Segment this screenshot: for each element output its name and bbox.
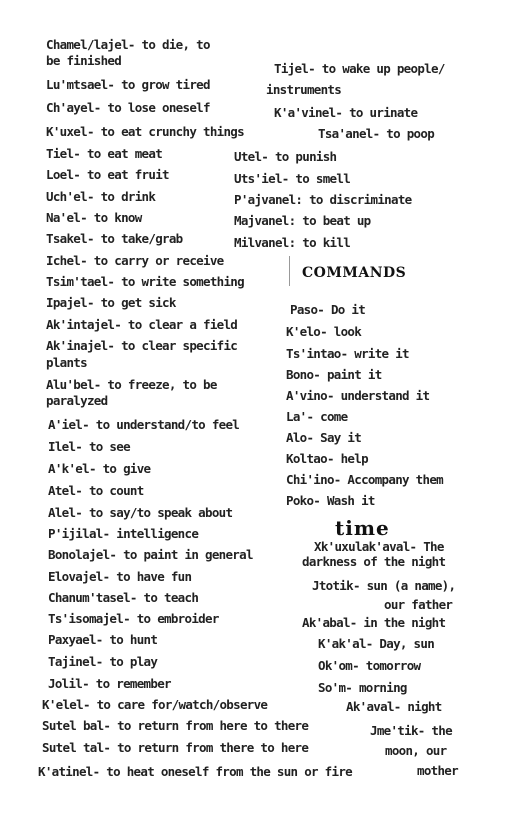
verb-entry: Ak'inajel- to clear specific [46,338,238,353]
verb-entry: Sutel tal- to return from there to here [42,740,309,755]
verb-entry: P'ajvanel: to discriminate [234,192,412,207]
verb-entry: Tsa'anel- to poop [318,126,435,141]
verb-entry: Loel- to eat fruit [46,167,169,182]
verb-entry: Atel- to count [48,483,144,498]
command-entry: Koltao- help [286,451,368,466]
time-entry: Xk'uxulak'aval- The [314,539,444,554]
verb-entry: plants [46,355,87,370]
verb-entry: be finished [46,53,122,68]
time-entry: Jtotik- sun (a name), [312,578,456,593]
verb-entry: K'uxel- to eat crunchy things [46,124,244,139]
verb-entry: K'elel- to care for/watch/observe [42,697,268,712]
verb-entry: Ichel- to carry or receive [46,253,224,268]
command-entry: Chi'ino- Accompany them [286,472,443,487]
time-entry: Jme'tik- the [370,723,452,738]
verb-entry: Ilel- to see [48,439,130,454]
verb-entry: Lu'mtsael- to grow tired [46,77,210,92]
verb-entry: Elovajel- to have fun [48,569,192,584]
time-entry: our father [384,597,453,612]
verb-entry: Uch'el- to drink [46,189,156,204]
command-entry: Alo- Say it [286,430,362,445]
command-entry: Bono- paint it [286,367,382,382]
verb-entry: instruments [266,82,342,97]
verb-entry: A'k'el- to give [48,461,151,476]
cutout-edge [289,256,290,286]
command-entry: K'elo- look [286,324,362,339]
verb-entry: Ts'isomajel- to embroider [48,611,219,626]
verb-entry: Jolil- to remember [48,676,171,691]
verb-entry: Chanum'tasel- to teach [48,590,199,605]
verb-entry: K'atinel- to heat oneself from the sun or fire [38,764,352,779]
verb-entry: Milvanel: to kill [234,235,351,250]
verb-entry: Ch'ayel- to lose oneself [46,100,210,115]
verb-entry: Alel- to say/to speak about [48,505,233,520]
time-entry: moon, our [385,743,447,758]
verb-entry: Tajinel- to play [48,654,158,669]
command-entry: La'- come [286,409,348,424]
verb-entry: A'iel- to understand/to feel [48,417,240,432]
verb-entry: Utel- to punish [234,149,337,164]
time-entry: Ak'aval- night [346,699,442,714]
verb-entry: K'a'vinel- to urinate [274,105,418,120]
commands-heading: commands [302,258,407,282]
time-entry: Ok'om- tomorrow [318,658,421,673]
time-entry: So'm- morning [318,680,407,695]
verb-entry: Chamel/lajel- to die, to [46,37,210,52]
verb-entry: Ipajel- to get sick [46,295,176,310]
verb-entry: Tsakel- to take/grab [46,231,183,246]
command-entry: Paso- Do it [290,302,366,317]
time-entry: Ak'abal- in the night [302,615,446,630]
verb-entry: Uts'iel- to smell [234,171,351,186]
verb-entry: Sutel bal- to return from here to there [42,718,309,733]
verb-entry: Tiel- to eat meat [46,146,163,161]
command-entry: Poko- Wash it [286,493,375,508]
command-entry: A'vino- understand it [286,388,430,403]
verb-entry: Ak'intajel- to clear a field [46,317,238,332]
time-heading: time [335,516,390,540]
verb-entry: P'ijilal- intelligence [48,526,199,541]
time-entry: mother [417,763,458,778]
verb-entry: Tijel- to wake up people/ [274,61,445,76]
verb-entry: paralyzed [46,393,108,408]
verb-entry: Bonolajel- to paint in general [48,547,253,562]
time-entry: K'ak'al- Day, sun [318,636,435,651]
verb-entry: Tsim'tael- to write something [46,274,244,289]
command-entry: Ts'intao- write it [286,346,409,361]
time-entry: darkness of the night [302,554,446,569]
verb-entry: Majvanel: to beat up [234,213,371,228]
verb-entry: Na'el- to know [46,210,142,225]
verb-entry: Paxyael- to hunt [48,632,158,647]
verb-entry: Alu'bel- to freeze, to be [46,377,217,392]
